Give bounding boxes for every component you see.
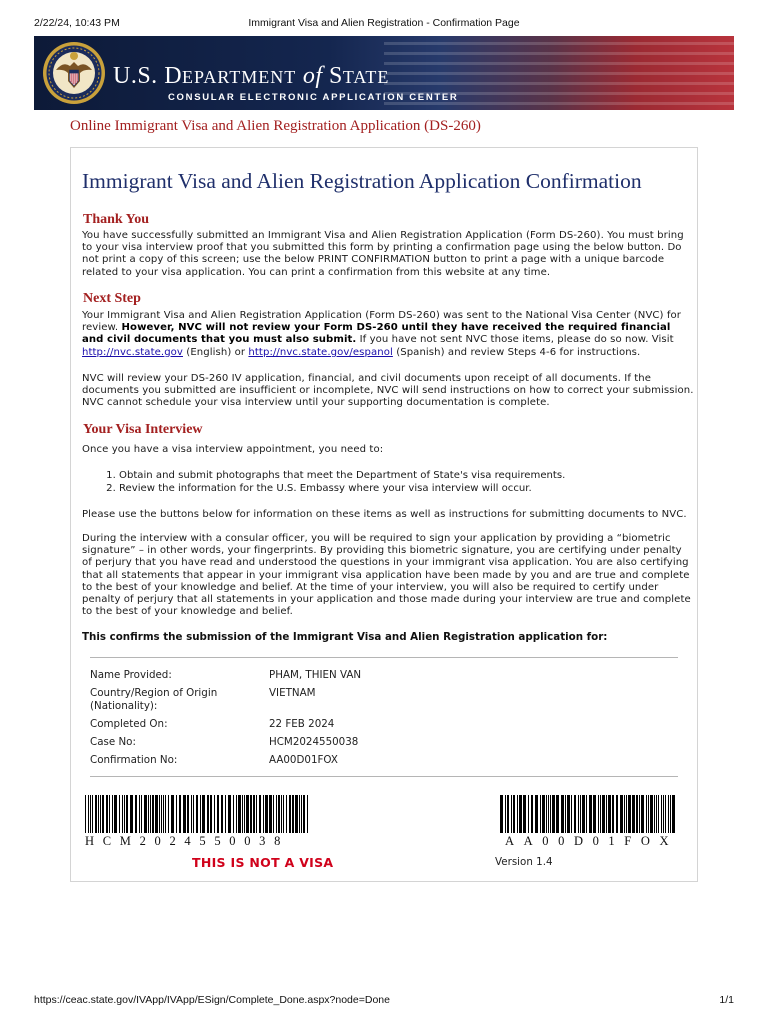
- print-datetime: 2/22/24, 10:43 PM: [34, 17, 120, 29]
- thank-you-heading: Thank You: [83, 212, 150, 227]
- case-barcode-bars: [85, 795, 310, 833]
- department-wordmark: U.S. DEPARTMENT of STATE: [113, 63, 390, 89]
- nationality-value: VIETNAM: [269, 687, 316, 699]
- divider: [90, 776, 678, 777]
- banner-subtitle: CONSULAR ELECTRONIC APPLICATION CENTER: [168, 92, 459, 103]
- application-title: Online Immigrant Visa and Alien Registration Application (DS-260): [70, 118, 481, 134]
- page-count: 1/1: [719, 994, 734, 1006]
- confirmation-no-label: Confirmation No:: [90, 754, 178, 766]
- nvc-spanish-link[interactable]: http://nvc.state.gov/espanol: [248, 346, 393, 358]
- case-no-value: HCM2024550038: [269, 736, 359, 748]
- next-step-text: Your Immigrant Visa and Alien Registration Application (Form DS-260) was sent to the National Visa Center (NVC) for review. However, NVC will not review your Form DS-260 until they have received the required financial and civil documents that you must also submit. If you have not sent NVC those items, please do so now. Visit http://nvc.state.gov (English) or http://nvc.state.gov/espanol (Spanish) and review Steps 4-6 for instructions.: [82, 310, 681, 358]
- case-barcode-text: HCM2024550038: [85, 834, 290, 848]
- buttons-note: Please use the buttons below for information on these items as well as instructions for submitting documents to NVC.: [82, 509, 687, 520]
- completed-on-label: Completed On:: [90, 718, 168, 730]
- nvc-review-text: NVC will review your DS-260 IV application, financial, and civil documents upon receipt of all documents. If the documents you submitted are insufficient or incomplete, NVC will send instructions on how to correct your submission. NVC cannot schedule your visa interview until your supporting documentation is complete.: [82, 373, 694, 409]
- confirmation-barcode-text: AA00D01FOX: [505, 834, 679, 848]
- confirmation-barcode-bars: [500, 795, 678, 833]
- interview-steps-list: [82, 469, 719, 495]
- print-page-title: Immigrant Visa and Alien Registration - Confirmation Page: [248, 17, 520, 29]
- page-title: Immigrant Visa and Alien Registration Application Confirmation: [82, 169, 642, 193]
- confirmation-card: [70, 147, 698, 882]
- list-item: 2. Review the information for the U.S. Embassy where your visa interview will occur.: [119, 482, 719, 495]
- case-number-barcode: [85, 795, 310, 851]
- confirmation-no-value: AA00D01FOX: [269, 754, 338, 766]
- completed-on-value: 22 FEB 2024: [269, 718, 335, 730]
- nationality-label: Country/Region of Origin (Nationality):: [90, 687, 218, 712]
- next-step-heading: Next Step: [83, 291, 141, 306]
- nvc-english-link[interactable]: http://nvc.state.gov: [82, 346, 183, 358]
- visa-interview-heading: Your Visa Interview: [83, 422, 203, 437]
- name-value: PHAM, THIEN VAN: [269, 669, 362, 681]
- case-no-label: Case No:: [90, 736, 136, 748]
- print-footer: [34, 994, 734, 1008]
- not-a-visa-notice: THIS IS NOT A VISA: [192, 855, 334, 870]
- department-banner: [34, 36, 734, 110]
- confirmation-number-barcode: [500, 795, 678, 851]
- divider: [90, 657, 678, 658]
- thank-you-text: You have successfully submitted an Immigrant Visa and Alien Registration Application (Form DS-260). You must bring to your visa interview proof that you submitted this form by printing a confirmation page using the below button. Do not print a copy of this screen; use the below PRINT CONFIRMATION button to print a page with a unique barcode related to your visa application. You can print a confirmation from this website at any time.: [82, 230, 684, 278]
- name-label: Name Provided:: [90, 669, 172, 681]
- list-item: 1. Obtain and submit photographs that meet the Department of State's visa requirements.: [119, 469, 719, 482]
- print-header: [34, 17, 734, 31]
- great-seal-icon: [42, 41, 106, 105]
- interview-intro: Once you have a visa interview appointment, you need to:: [82, 444, 384, 455]
- nvc-review-notice: However, NVC will not review your Form DS-260 until they have received the required financial and civil documents that you must also submit.: [82, 322, 671, 346]
- biometric-signature-text: During the interview with a consular officer, you will be required to sign your application by providing a “biometric signature” – in other words, your fingerprints. By providing this biometric signature, you are certifying under penalty of perjury that you have read and understood the questions in your immigrant visa application. You are also certifying that all statements that appear in your immigrant visa application have been made by you and are true and complete to the best of your knowledge and belief. At the time of your interview, you will also be required to certify under penalty of perjury that all statements in your application and those made during your interview are true and complete to the best of your knowledge and belief.: [82, 533, 691, 618]
- page-url: https://ceac.state.gov/IVApp/IVApp/ESign/Complete_Done.aspx?node=Done: [34, 994, 390, 1006]
- version-label: Version 1.4: [495, 856, 553, 868]
- confirmation-statement: This confirms the submission of the Immigrant Visa and Alien Registration application for:: [82, 631, 608, 643]
